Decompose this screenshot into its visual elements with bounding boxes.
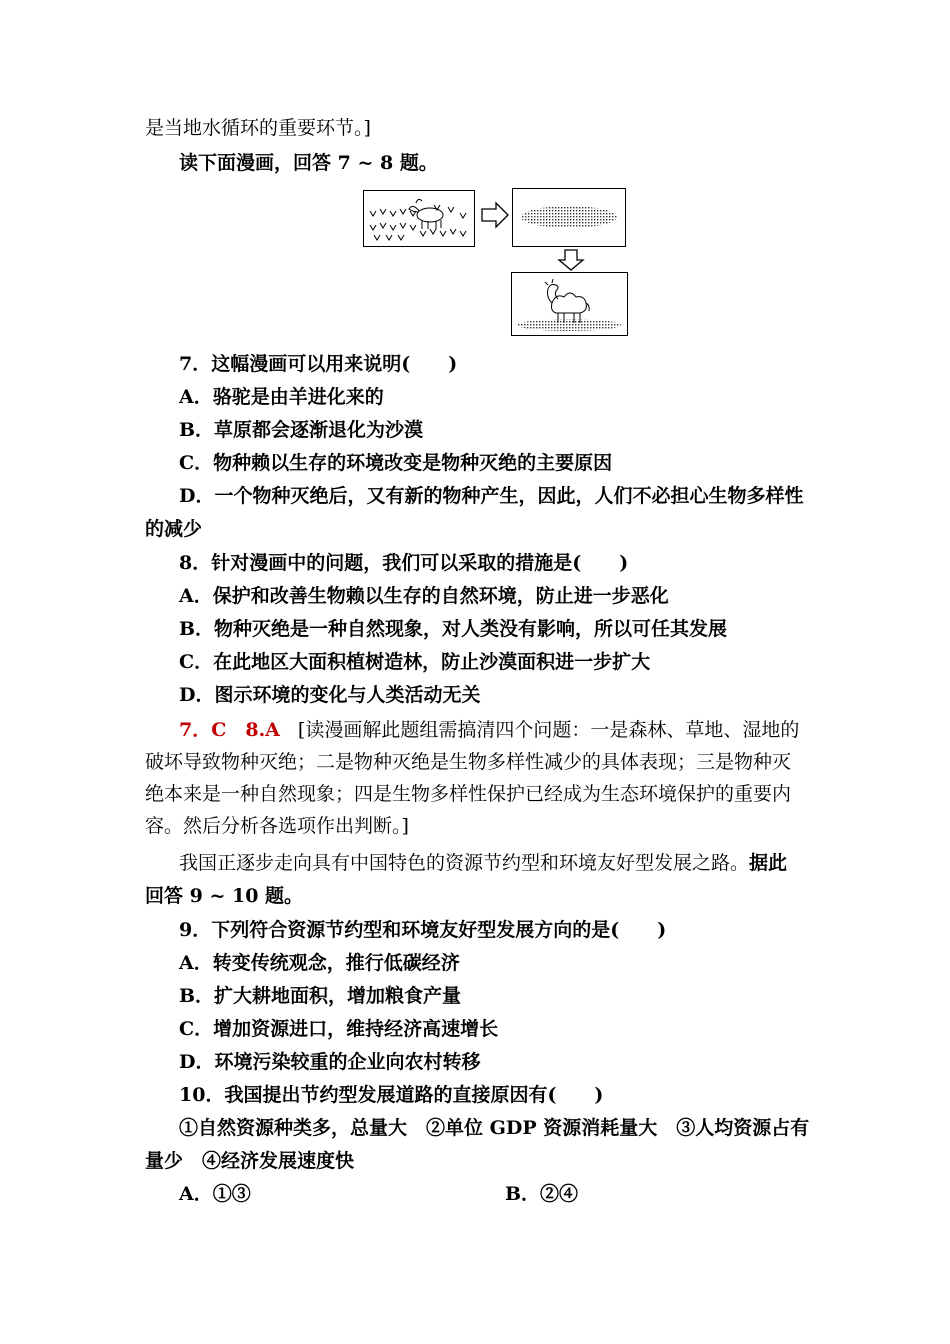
intro-9-10-text-bold: 据此 (749, 852, 788, 874)
comic-panel-grassland (363, 190, 475, 247)
answer-7-8-line2: 破坏导致物种灭绝；二是物种灭绝是生物多样性减少的具体表现；三是物种灭 (145, 751, 792, 773)
answer-7-8-line3: 绝本来是一种自然现象；四是生物多样性保护已经成为生态环境保护的重要内 (145, 783, 792, 805)
q10-option-a: A．①③ (179, 1183, 251, 1205)
q7-option-b: B．草原都会逐渐退化为沙漠 (179, 419, 424, 441)
q8-stem: 8．针对漫画中的问题，我们可以采取的措施是( ) (179, 552, 629, 574)
answer-7-8-line1 (179, 718, 799, 742)
desert-camel-icon (512, 273, 627, 335)
q7-option-a: A．骆驼是由羊进化来的 (179, 386, 384, 408)
arrow-right-icon (480, 200, 510, 230)
answer-key-7-8: 7．C 8.A (179, 719, 280, 741)
previous-answer-tail: 是当地水循环的重要环节。] (145, 117, 371, 139)
intro-9-10-text: 我国正逐步走向具有中国特色的资源节约型和环境友好型发展之路。 (179, 852, 750, 874)
q10-items-line1: ①自然资源种类多，总量大 ②单位 GDP 资源消耗量大 ③人均资源占有 (179, 1117, 810, 1139)
q9-stem: 9．下列符合资源节约型和环境友好型发展方向的是( ) (179, 919, 667, 941)
q8-option-d: D．图示环境的变化与人类活动无关 (179, 684, 481, 706)
q10-option-b: B．②④ (505, 1183, 579, 1205)
q8-option-c: C．在此地区大面积植树造林，防止沙漠面积进一步扩大 (179, 651, 651, 673)
comic-panel-camel (511, 272, 628, 336)
q7-option-d: D．一个物种灭绝后，又有新的物种产生，因此，人们不必担心生物多样性 (179, 485, 804, 507)
q10-items-line2: 量少 ④经济发展速度快 (145, 1150, 355, 1172)
q7-option-d-cont: 的减少 (145, 518, 203, 540)
q10-stem: 10．我国提出节约型发展道路的直接原因有( ) (179, 1084, 604, 1106)
q9-option-d: D．环境污染较重的企业向农村转移 (179, 1051, 481, 1073)
answer-explanation-line1: [读漫画解此题组需搞清四个问题：一是森林、草地、湿地的 (297, 719, 800, 741)
q8-option-a: A．保护和改善生物赖以生存的自然环境，防止进一步恶化 (179, 585, 669, 607)
sand-desert-icon (513, 189, 625, 246)
q8-option-b: B．物种灭绝是一种自然现象，对人类没有影响，所以可任其发展 (179, 618, 728, 640)
grassland-sheep-icon (364, 191, 474, 246)
intro-questions-9-10-line1 (179, 851, 787, 875)
q9-option-b: B．扩大耕地面积，增加粮食产量 (179, 985, 462, 1007)
intro-questions-7-8: 读下面漫画，回答 7 ~ 8 题。 (179, 152, 438, 174)
intro-questions-9-10-line2: 回答 9 ~ 10 题。 (145, 885, 304, 907)
answer-7-8-line4: 容。然后分析各选项作出判断。] (145, 815, 409, 837)
q7-option-c: C．物种赖以生存的环境改变是物种灭绝的主要原因 (179, 452, 613, 474)
q7-stem: 7．这幅漫画可以用来说明( ) (179, 353, 458, 375)
q9-option-a: A．转变传统观念，推行低碳经济 (179, 952, 460, 974)
q9-option-c: C．增加资源进口，维持经济高速增长 (179, 1018, 499, 1040)
arrow-down-icon (556, 248, 586, 272)
comic-panel-desert (512, 188, 626, 247)
